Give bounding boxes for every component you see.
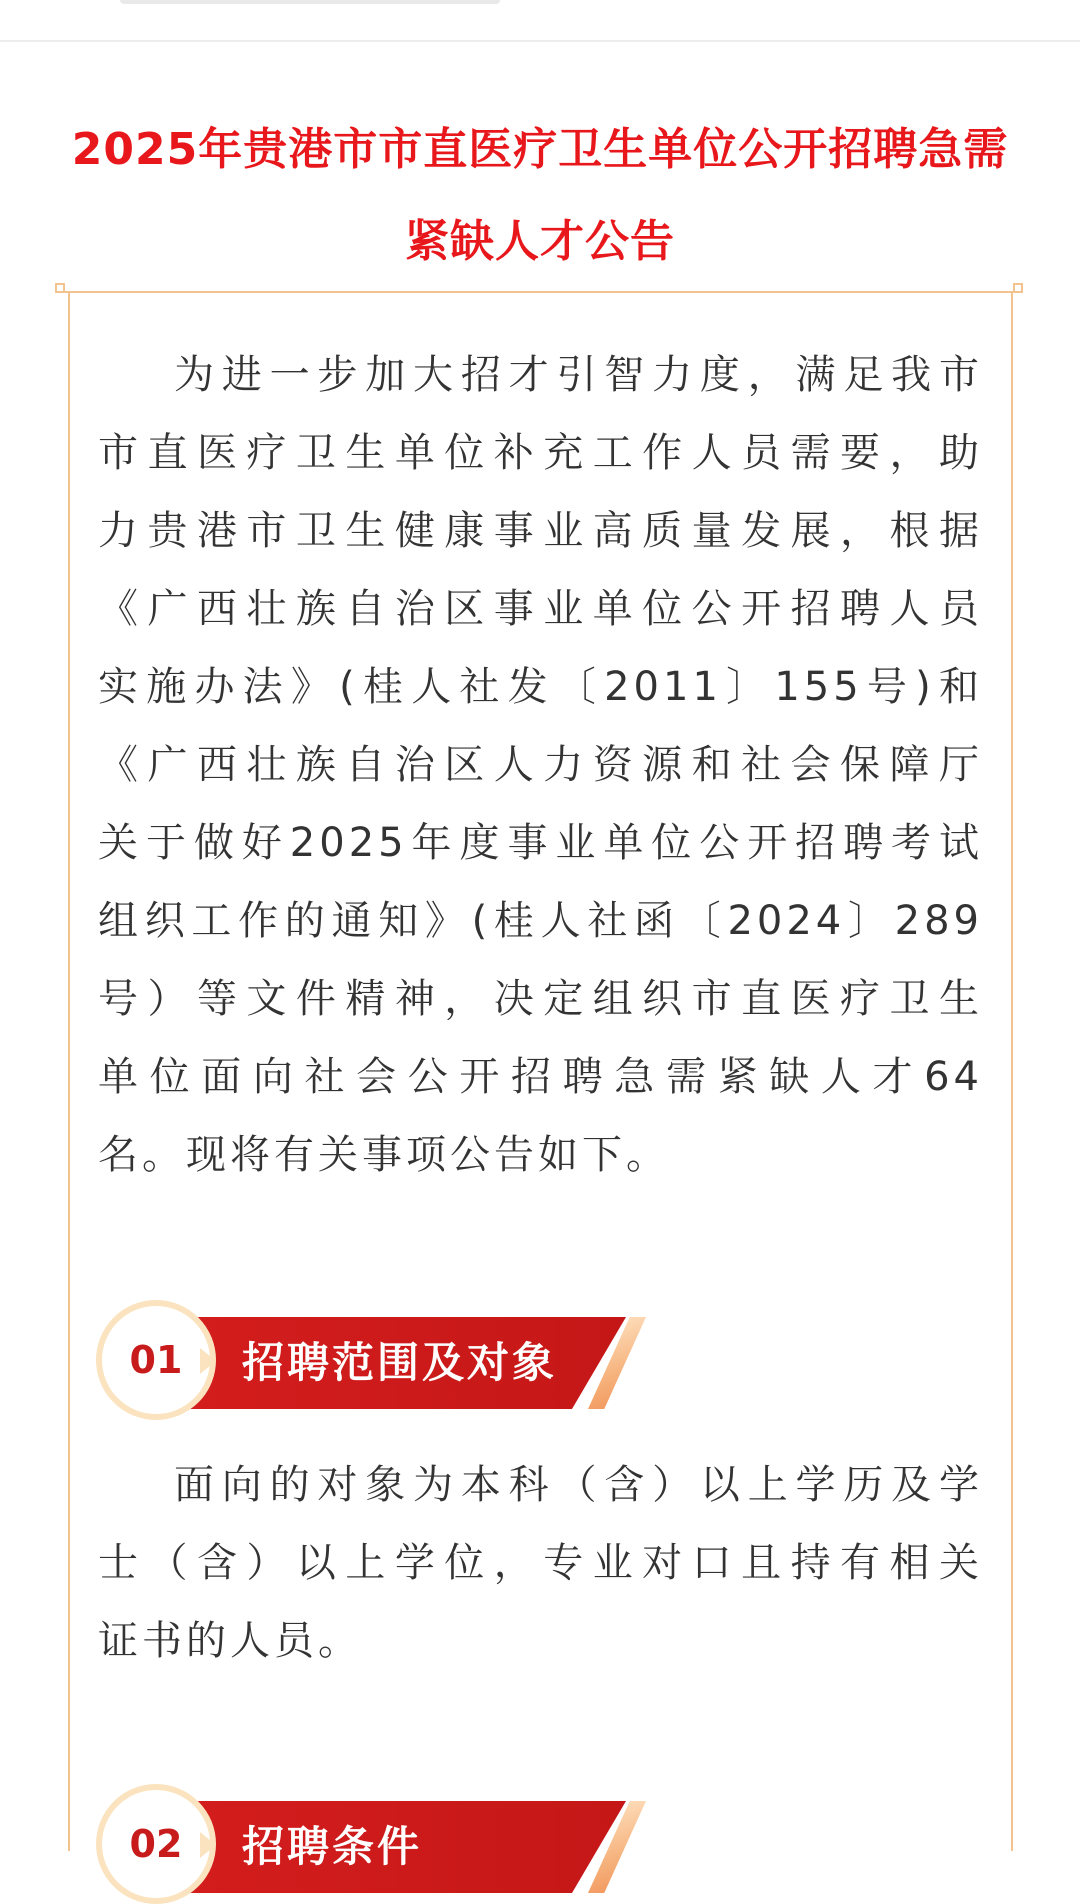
section-header-2	[96, 1784, 656, 1904]
frame-corner-right	[1013, 283, 1023, 293]
intro-line: 《广西壮族自治区事业单位公开招聘人员	[98, 586, 983, 632]
intro-line: 实施办法》(桂人社发〔2011〕155号)和	[98, 664, 983, 710]
intro-paragraph	[98, 336, 983, 1194]
title-line-1: 2025年贵港市市直医疗卫生单位公开招聘急需	[71, 124, 1009, 175]
section-header-1	[96, 1300, 656, 1420]
intro-line: 名。现将有关事项公告如下。	[98, 1132, 670, 1178]
section-1-line: 士（含）以上学位，专业对口且持有相关	[98, 1540, 983, 1586]
intro-line: 号）等文件精神，决定组织市直医疗卫生	[98, 976, 983, 1022]
top-strip	[0, 0, 1080, 42]
title-line-2: 紧缺人才公告	[405, 216, 675, 267]
section-number: 02	[129, 1822, 183, 1866]
frame-left-border	[68, 291, 70, 1851]
frame-corner-left	[55, 283, 65, 293]
cropped-header-text	[120, 0, 500, 4]
intro-line: 关于做好2025年度事业单位公开招聘考试	[98, 820, 983, 866]
intro-line: 单位面向社会公开招聘急需紧缺人才64	[98, 1054, 983, 1100]
intro-line: 组织工作的通知》(桂人社函〔2024〕289	[98, 898, 983, 944]
section-title: 招聘条件	[242, 1822, 423, 1871]
section-1-line: 证书的人员。	[98, 1618, 362, 1664]
section-1-line: 面向的对象为本科（含）以上学历及学	[174, 1462, 983, 1508]
intro-line: 市直医疗卫生单位补充工作人员需要，助	[98, 430, 983, 476]
frame-top-border	[60, 291, 1019, 293]
intro-line: 力贵港市卫生健康事业高质量发展，根据	[98, 508, 983, 554]
intro-line: 为进一步加大招才引智力度，满足我市	[174, 352, 983, 398]
section-title: 招聘范围及对象	[242, 1338, 558, 1387]
frame-right-border	[1011, 291, 1013, 1851]
intro-line: 《广西壮族自治区人力资源和社会保障厅	[98, 742, 983, 788]
section-number: 01	[129, 1338, 183, 1382]
article-title	[0, 104, 1080, 288]
section-1-paragraph	[98, 1446, 983, 1680]
